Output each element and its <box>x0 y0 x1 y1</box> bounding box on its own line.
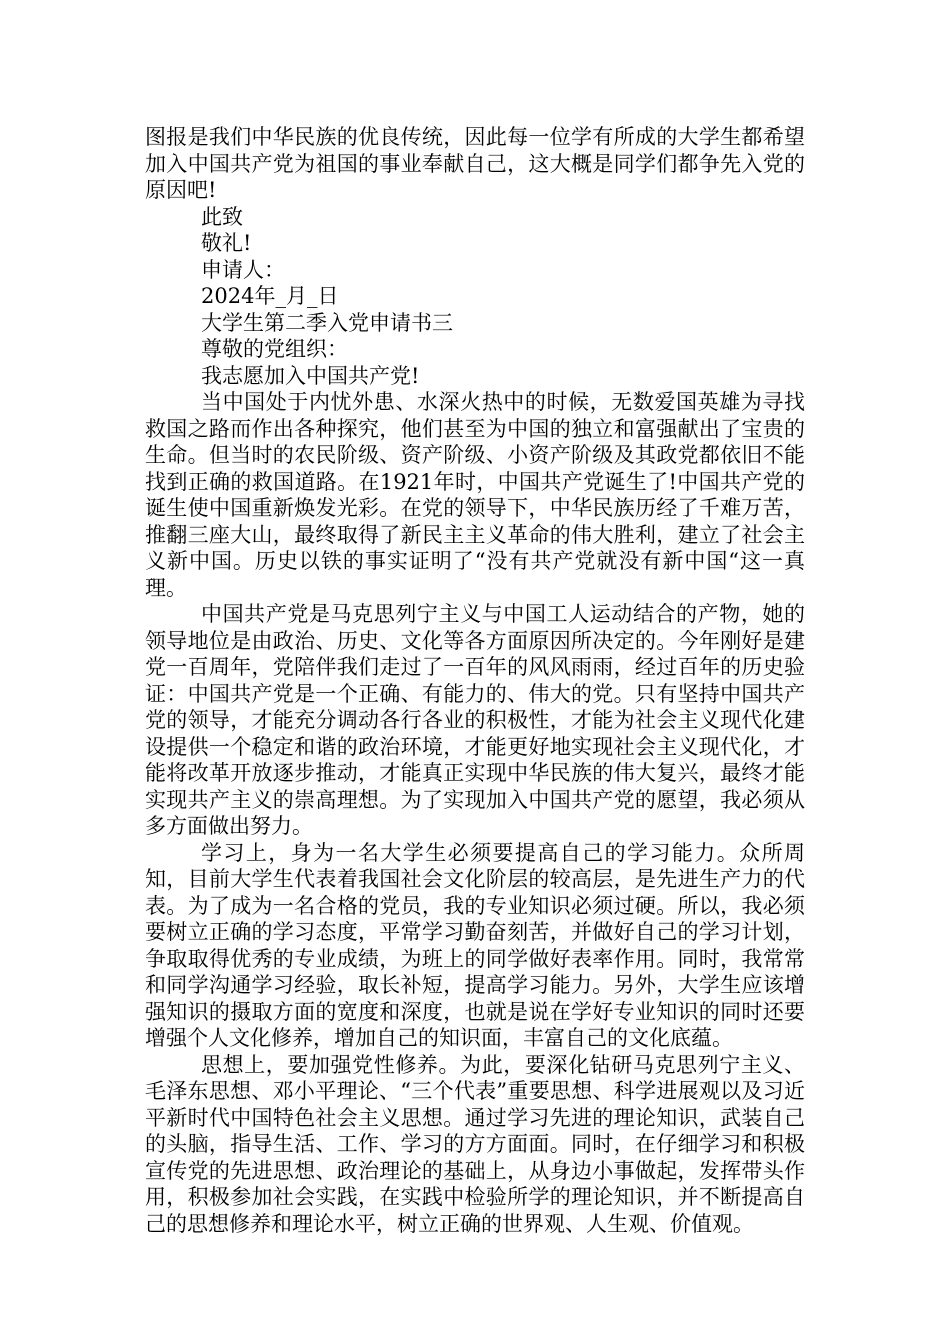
paragraph-history: 当中国处于内忧外患、水深火热中的时候，无数爱国英雄为寻找救国之路而作出各种探究，他们甚至为中国的独立和富强献出了宝贵的生命。但当时的农民阶级、资产阶级、小资产阶级及其政党都依旧不能找到正确的救国道路。在1921年时，中国共产党诞生了!中国共产党的诞生使中国重新焕发光彩。在党的领导下，中华民族历经了千难万苦，推翻三座大山，最终取得了新民主主义革命的伟大胜利，建立了社会主义新中国。历史以铁的事实证明了“没有共产党就没有新中国“这一真理。 <box>145 390 805 600</box>
paragraph-thought: 思想上，要加强党性修养。为此，要深化钻研马克思列宁主义、毛泽东思想、邓小平理论、“三个代表”重要思想、科学进展观以及习近平新时代中国特色社会主义思想。通过学习先进的理论知识，武装自己的头脑，指导生活、工作、学习的方方面面。同时，在仔细学习和积极宣传党的先进思想、政治理论的基础上，从身边小事做起，发挥带头作用，积极参加社会实践，在实践中检验所学的理论知识，并不断提高自己的思想修养和理论水平，树立正确的世界观、人生观、价值观。 <box>145 1052 805 1236</box>
document-body <box>145 124 805 1237</box>
greeting: 尊敬的党组织： <box>201 337 348 361</box>
paragraph-study: 学习上，身为一名大学生必须要提高自己的学习能力。众所周知，目前大学生代表着我国社会文化阶层的较高层，是先进生产力的代表。为了成为一名合格的党员，我的专业知识必须过硬。所以，我必须要树立正确的学习态度，平常学习勤奋刻苦，并做好自己的学习计划，争取取得优秀的专业成绩，为班上的同学做好表率作用。同时，我常常和同学沟通学习经验，取长补短，提高学习能力。另外，大学生应该增强知识的摄取方面的宽度和深度，也就是说在学好专业知识的同时还要增强个人文化修养，增加自己的知识面，丰富自己的文化底蕴。 <box>145 840 805 1050</box>
declaration: 我志愿加入中国共产党! <box>201 363 420 388</box>
applicant-label: 申请人： <box>201 257 285 282</box>
closing-salutation: 此致 <box>201 204 243 229</box>
section-title: 大学生第二季入党申请书三 <box>201 310 453 335</box>
date-line: 2024年_月_日 <box>201 284 339 308</box>
paragraph-continuation: 图报是我们中华民族的优良传统，因此每一位学有所成的大学生都希望加入中国共产党为祖国的事业奉献自己，这大概是同学们都争先入党的原因吧! <box>145 125 805 202</box>
paragraph-leadership: 中国共产党是马克思列宁主义与中国工人运动结合的产物，她的领导地位是由政治、历史、文化等各方面原因所决定的。今年刚好是建党一百周年，党陪伴我们走过了一百年的风风雨雨，经过百年的历史验证：中国共产党是一个正确、有能力的、伟大的党。只有坚持中国共产党的领导，才能充分调动各行各业的积极性，才能为社会主义现代化建设提供一个稳定和谐的政治环境，才能更好地实现社会主义现代化，才能将改革开放逐步推动，才能真正实现中华民族的伟大复兴，最终才能实现共产主义的崇高理想。为了实现加入中国共产党的愿望，我必须从多方面做出努力。 <box>145 602 805 838</box>
closing-regards: 敬礼! <box>201 231 252 255</box>
